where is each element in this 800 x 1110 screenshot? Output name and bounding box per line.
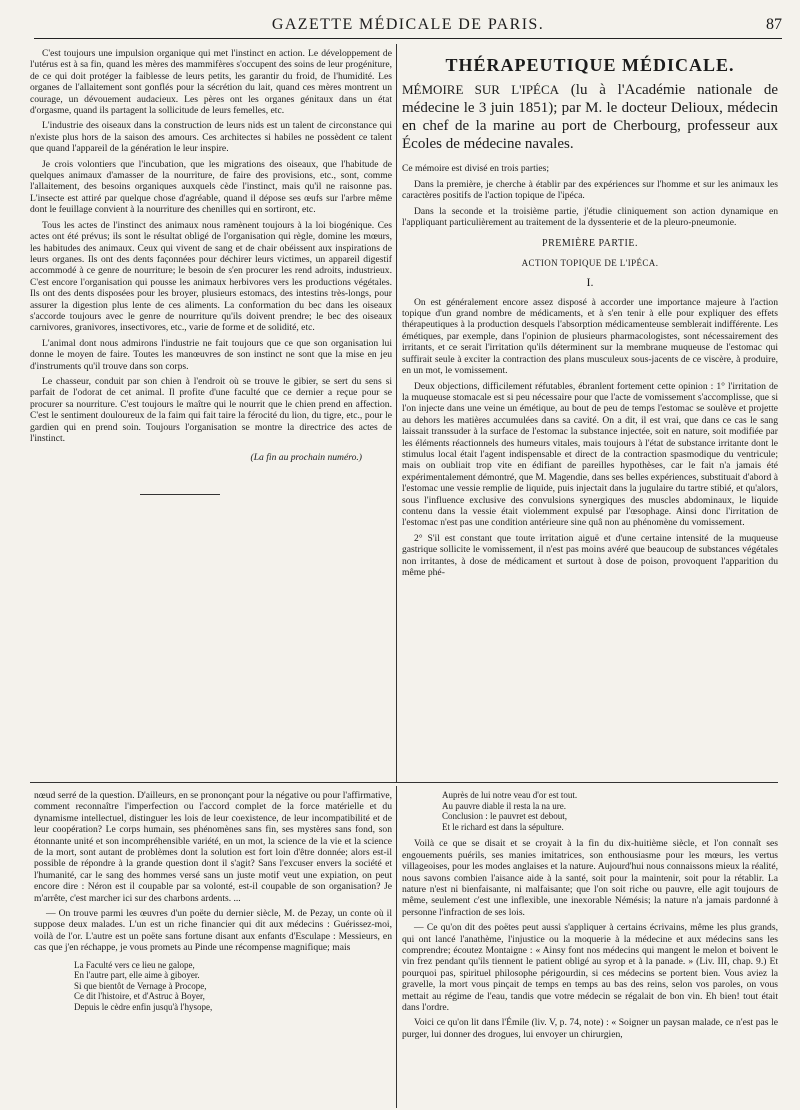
article-end-rule xyxy=(140,494,220,495)
verse-line: Au pauvre diable il resta la na ure. xyxy=(442,800,566,811)
continuation-note: (La fin au prochain numéro.) xyxy=(250,452,362,464)
verse-line: Et le richard est dans la sépulture. xyxy=(442,821,564,832)
intro-line: Ce mémoire est divisé en trois parties; xyxy=(402,163,550,175)
paragraph: Deux objections, difficilement réfutables, ébranlent fortement cette opinion : 1° l'irritation de la muqueuse stomacale est si peu nécessaire pour que l'acte de vomissement s'accomplisse, que si l'on injecte dans une veine un émétique, au bout de peu de temps l'estomac se soulève et projette au dehors les matières accumulées dans sa cavité. On a dit, il est vrai, que dans ce cas le sang laissait transsuder à la surface de l'estomac la substance injectée, soit en nature, soit modifiée par les éléments réactionnels des humeurs vitales, mais toujours à l'état de substance irritante dont le stimulus local était l'agent indispensable et direct de la contraction spasmodique du ventricule; mais on oubliait trop vite en édifiant de pareilles hypothèses, car le fait n'a jamais été expérimentalement démontré, que M. Magendie, dans ses belles expériences, substituait d'abord à l'estomac une vessie remplie de liquide, puis injectait dans la jugulaire du tartre stibié, et qu'alors, sous l'influence exclusive des convulsions synergiques des muscles abdominaux, le liquide contenu dans la vessie était violemment expulsé par l'œsophage. Ainsi donc l'irritation de l'estomac n'est pas une condition antérieure sine quâ non au phénomène du vomissement. xyxy=(402,380,778,529)
intro-line: Dans la seconde et la troisième partie, j'étudie cliniquement son action dynamique en l'appliquant particulièrement au traitement de la dyssenterie et de la pleuro-pneumonie. xyxy=(402,205,778,229)
paragraph: Voici ce qu'on lit dans l'Émile (liv. V, p. 74, note) : « Soigner un paysan malade, ce n'est pas le purger, lui donner des drogues, lui envoyer un chirurgien, xyxy=(402,1017,778,1040)
paragraph: Je crois volontiers que l'incubation, que les migrations des oiseaux, que l'habitude de quelques animaux d'amasser de la nourriture, de faire des provisions, etc., sont, comme l'allaitement, des besoins organiques auxquels cède l'instinct, mais qu'il ne raisonne pas. L'insecte est attiré par quelque chose d'agréable, quand il dépose ses œufs sur l'arbre même dont le feuillage convient à la nourriture des chenilles qui en sortiront, etc. xyxy=(30,158,392,216)
journal-title: GAZETTE MÉDICALE DE PARIS. xyxy=(271,16,545,33)
paragraph: Tous les actes de l'instinct des animaux nous ramènent toujours à la loi biogénique. Ces actes ont été prévus; ils sont le résultat obligé de l'organisation qui règle, domine les mœurs, les habitudes des animaux. Ceux qui vivent de sang et de chair obéissent aux inspirations de leurs organes. Ils ont des dents façonnées pour déchirer leurs victimes, un appareil digestif accommodé à ce genre de nourriture; le besoin de s'en procurer les rend adroits, industrieux. C'est encore l'organisation qui pousse les animaux herbivores vers les productions végétales. Ils ont des dents disposées pour les broyer, plusieurs estomacs, des intestins très-longs, pour assurer la digestion plus lente de ces aliments. La conformation du bec dans les oiseaux s'accorde toujours avec le genre de nourriture qu'ils doivent prendre; le bec des oiseaux carnivores, granivores, insectivores, etc., varie de forme et de solidité, etc. xyxy=(30,219,392,334)
section-numeral: I. xyxy=(586,275,594,290)
paragraph: Le chasseur, conduit par son chien à l'endroit où se trouve le gibier, se sert du sens si parfait de l'odorat de cet animal. Il profite d'une faculté que ce dernier a reçue pour se procurer sa nourriture. C'est toujours le maître qui le nourrit que le chien prend en affection. C'est le sentiment douloureux de la faim qui fait taire la férocité du lion, du tigre, etc., pour le gardien qui en prend soin. Toujours l'organisation se montre la directrice des actes de l'instinct. xyxy=(30,375,392,444)
section-title: THÉRAPEUTIQUE MÉDICALE. xyxy=(445,55,735,75)
verse-line: La Faculté vers ce lieu ne galope, xyxy=(74,959,195,970)
paragraph: — On trouve parmi les œuvres d'un poëte du dernier siècle, M. de Pezay, un conte où il suppose deux malades. L'un est un riche financier qui dit aux médecins : Guérissez-moi, voilà de l'or. L'autre est un poëte sans fortune disant aux enfants d'Esculape : Messieurs, en cas que j'en réchappe, je vous promets au Pinde une récompense magnifique; mais xyxy=(34,908,392,954)
column-divider-bottom xyxy=(396,786,397,1108)
verse-line: Depuis le cèdre enfin jusqu'à l'hysope, xyxy=(74,1002,213,1013)
paragraph: On est généralement encore assez disposé à accorder une importance majeure à l'action topique d'un grand nombre de médicaments, et à s'en tenir à elle pour expliquer des effets thérapeutiques à la production desquels l'absorption médicamenteuse semblerait indifférente. Les émétiques, par exemple, dans l'opinion de plusieurs pharmacologistes, sont nécessairement des irritants, et ce serait l'irritation qu'ils déterminent sur la membrane muqueuse de l'estomac qui suffirait seule à exciter la contraction des plans musculeux sous-jacents de ce viscère, à produire, en un mot, le vomissement. xyxy=(402,296,778,377)
verse-line: Conclusion : le pauvret est debout, xyxy=(442,811,567,822)
page-header xyxy=(34,14,782,39)
memoir-title xyxy=(402,81,778,153)
column-top-left xyxy=(30,48,392,700)
paragraph: 2° S'il est constant que toute irritation aiguë et d'une certaine intensité de la muqueuse gastrique sollicite le vomissement, il n'est pas moins avéré que beaucoup de substances végétales non irritantes, à dose de médicament et surtout à dose de poison, provoquent l'apparition du même phé- xyxy=(402,532,778,578)
sub-heading: ACTION TOPIQUE DE L'IPÉCA. xyxy=(521,257,659,268)
column-bottom-right xyxy=(402,790,778,1105)
column-bottom-left xyxy=(34,790,392,1105)
verse-line: En l'autre part, elle aime à giboyer. xyxy=(74,970,200,981)
paragraph: nœud serré de la question. D'ailleurs, en se prononçant pour la négative ou pour l'affirmative, comment reconnaître l'imperfection ou l'accord complet de la force matérielle et du dynamisme intellectuel, distinguer les lois de leur coexistence, de leur incompatibilité et de leur coopération? Le corps humain, ses phénomènes sans fin, ses mystères sans fond, son étonnante unité et son incompréhensible variété, en un mot, la science de la vie et la science de la mort, sont autant de problèmes dont la solution est fort loin d'être donnée; alors est-il possible de répondre à la grande question dont il s'agit? Sans l'excuser envers la société et l'humanité, car le sang des hommes versé sans un juste motif veut une expiation, on peut encore dire : Néron est il coupable par sa volonté, est-il coupable de son organisation? Je m'arrête, c'est marcher ici sur des charbons ardents. ... xyxy=(34,790,392,904)
verse-block xyxy=(442,790,778,832)
intro-line: Dans la première, je cherche à établir par des expériences sur l'homme et sur les animaux les caractères positifs de l'action topique de l'ipéca. xyxy=(402,178,778,202)
verse-line: Si que bientôt de Vernage à Procope, xyxy=(74,980,207,991)
memoir-lead: MÉMOIRE SUR L'IPÉCA xyxy=(402,82,560,98)
paragraph: — Ce qu'on dit des poëtes peut aussi s'appliquer à certains écrivains, même les plus grands, qui ont lancé l'anathème, l'injustice ou la moquerie à la médecine et aux médecins sans les comprendre; écoutez Montaigne : « Ainsy font nos médecins qui mangent le melon et boivent le vin frez pendant qu'ils tiennent le patient obligé au syrop et à la panade. » (Liv. III, chap. 9.) Et pourquoi pas, spirituel philosophe périgourdin, si ces médecins se portent bien. Vous aviez la gravelle, la mort vous pinçait de temps en temps au bas des reins, selon vos paroles, on vous mettait au régime de l'eau, tandis que votre médecin se régalait de bon vin. Eh bien! tout était dans l'ordre. xyxy=(402,922,778,1014)
memoir-title-text: (lu à l'Académie nationale de médecine le 3 juin 1851); par M. le docteur Delioux, médecin en chef de la marine au port de Cherbourg, professeur aux Écoles de médecine navales. xyxy=(402,82,778,153)
paragraph: L'animal dont nous admirons l'industrie ne fait toujours que ce que son organisation lui donne le moyen de faire. Toutes les manœuvres de son instinct ne sont que la mise en jeu d'instruments qu'il trouve dans son corps. xyxy=(30,337,392,372)
paragraph: C'est toujours une impulsion organique qui met l'instinct en action. Le développement de l'utérus est à sa fin, quand les mères des mammifères s'occupent des soins de leur progéniture, de ce qui doit protéger la faiblesse de leurs petits, les garantir du froid, de l'humidité. Les organes de l'allaitement sont gonflés pour la sécrétion du lait, quand ces mères montrent un courage, un dévouement audacieux. Les pères ont les organes génitaux dans un état d'orgasme, quand ils partagent la sollicitude de leurs femelles, etc. xyxy=(30,48,392,117)
part-heading: PREMIÈRE PARTIE. xyxy=(542,238,638,250)
verse-line: Auprès de lui notre veau d'or est tout. xyxy=(442,790,578,800)
paragraph: Voilà ce que se disait et se croyait à la fin du dix-huitième siècle, et l'on connaît ses engouements puérils, ses manies imitatrices, son enthousiasme pour les mœurs, les vertus villageoises, pour les modes anglaises et la nature. Aujourd'hui nous connaissons mieux la réalité, nous savons combien l'aisance aide à la santé, soit pour la maintenir, soit pour la rétablir. La nature n'est ni bienfaisante, ni malfaisante; que l'on soit riche ou pauvre, elle agit toujours de même, seulement c'est une inflexible, une inexorable Némésis; la nature n'a jamais pardonné à personne l'infraction de ses lois. xyxy=(402,838,778,918)
column-top-right xyxy=(402,48,778,776)
verse-block xyxy=(74,960,392,1013)
paragraph: L'industrie des oiseaux dans la construction de leurs nids est un talent de circonstance qui n'existe plus hors de la saison des amours. Ces architectes si habiles ne possèdent ce talent que quand l'appareil de la génération le leur inspire. xyxy=(30,120,392,155)
column-divider-top xyxy=(396,44,397,782)
verse-line: Ce dit l'histoire, et d'Astruc à Boyer, xyxy=(74,991,205,1002)
page-number: 87 xyxy=(766,16,782,33)
fold-divider xyxy=(30,782,778,783)
